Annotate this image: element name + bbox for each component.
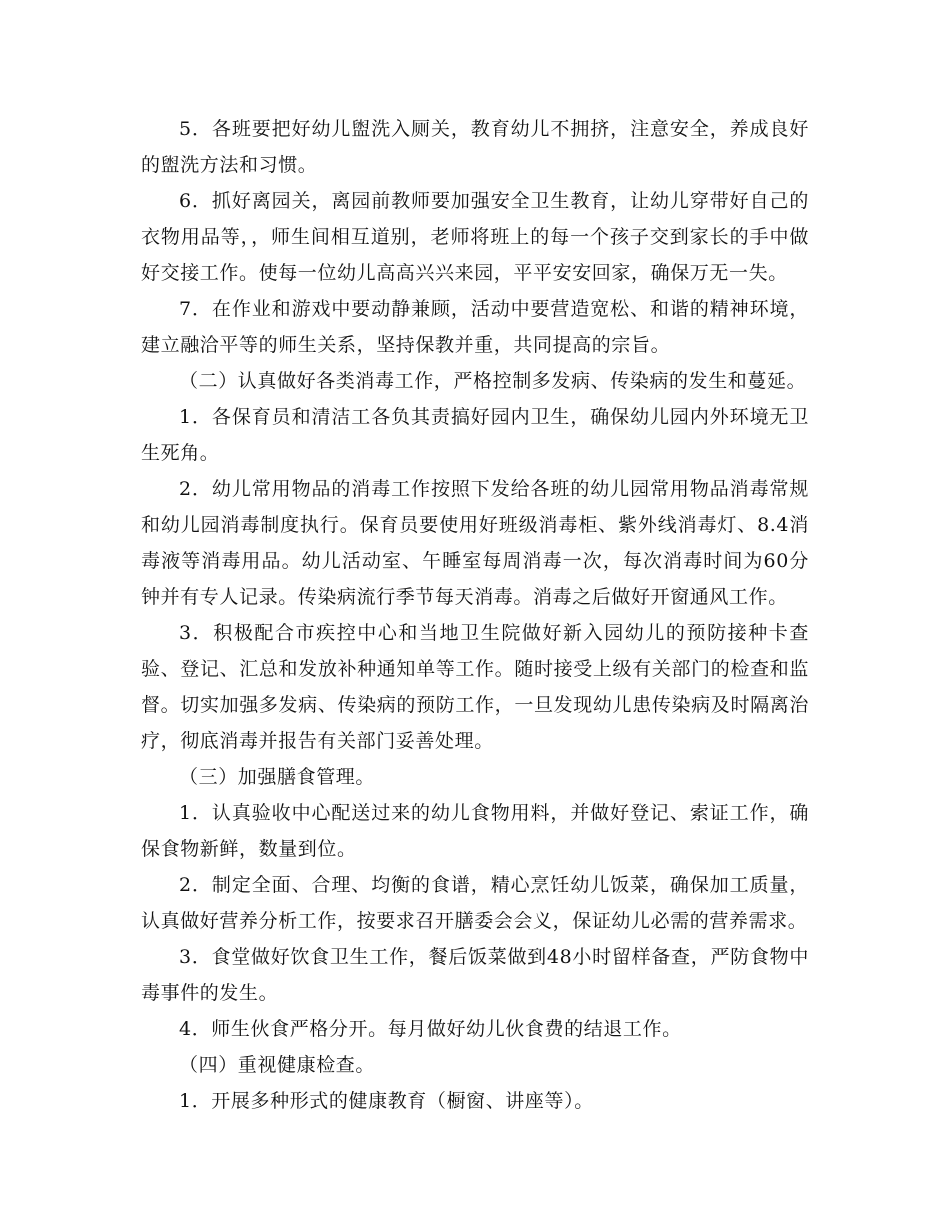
paragraph-health-1: 1．开展多种形式的健康教育（橱窗、讲座等）。: [179, 1090, 594, 1112]
paragraph-meals-3: 3．食堂做好饮食卫生工作，餐后饭菜做到48小时留样备查，严防食物中毒事件的发生。: [141, 946, 809, 1004]
paragraph-meals-4: 4．师生伙食严格分开。每月做好幼儿伙食费的结退工作。: [179, 1018, 682, 1040]
paragraph-disinfection-1: 1．各保育员和清洁工各负其责搞好园内卫生，确保幼儿园内外环境无卫生死角。: [141, 406, 809, 464]
section-heading-health: （四）重视健康检查。: [179, 1054, 376, 1076]
paragraph-meals-2: 2．制定全面、合理、均衡的食谱，精心烹饪幼儿饭菜，确保加工质量，认真做好营养分析工作，按要求召开膳委会会义，保证幼儿必需的营养需求。: [141, 874, 809, 932]
paragraph-disinfection-2: 2．幼儿常用物品的消毒工作按照下发给各班的幼儿园常用物品消毒常规和幼儿园消毒制度执行。保育员要使用好班级消毒柜、紫外线消毒灯、8.4消毒液等消毒用品。幼儿活动室、午睡室每周消毒一次，每次消毒时间为60分钟并有专人记录。传染病流行季节每天消毒。消毒之后做好开窗通风工作。: [141, 478, 809, 608]
section-heading-meals: （三）加强膳食管理。: [179, 766, 376, 788]
section-heading-disinfection: （二）认真做好各类消毒工作，严格控制多发病、传染病的发生和蔓延。: [179, 370, 807, 392]
paragraph-7-activities: 7．在作业和游戏中要动静兼顾，活动中要营造宽松、和谐的精神环境，建立融洽平等的师生关系，坚持保教并重，共同提高的宗旨。: [141, 298, 809, 356]
paragraph-disinfection-3: 3．积极配合市疾控中心和当地卫生院做好新入园幼儿的预防接种卡查验、登记、汇总和发放补种通知单等工作。随时接受上级有关部门的检查和监督。切实加强多发病、传染病的预防工作，一旦发现幼儿患传染病及时隔离治疗，彻底消毒并报告有关部门妥善处理。: [141, 622, 809, 752]
paragraph-meals-1: 1．认真验收中心配送过来的幼儿食物用料，并做好登记、索证工作，确保食物新鲜，数量到位。: [141, 802, 809, 860]
paragraph-5-washing: 5．各班要把好幼儿盥洗入厕关，教育幼儿不拥挤，注意安全，养成良好的盥洗方法和习惯。: [141, 118, 809, 176]
document-body: [141, 111, 809, 1119]
paragraph-6-leaving: 6．抓好离园关，离园前教师要加强安全卫生教育，让幼儿穿带好自己的衣物用品等，，师生间相互道别，老师将班上的每一个孩子交到家长的手中做好交接工作。使每一位幼儿高高兴兴来园，平平安安回家，确保万无一失。: [141, 190, 809, 284]
